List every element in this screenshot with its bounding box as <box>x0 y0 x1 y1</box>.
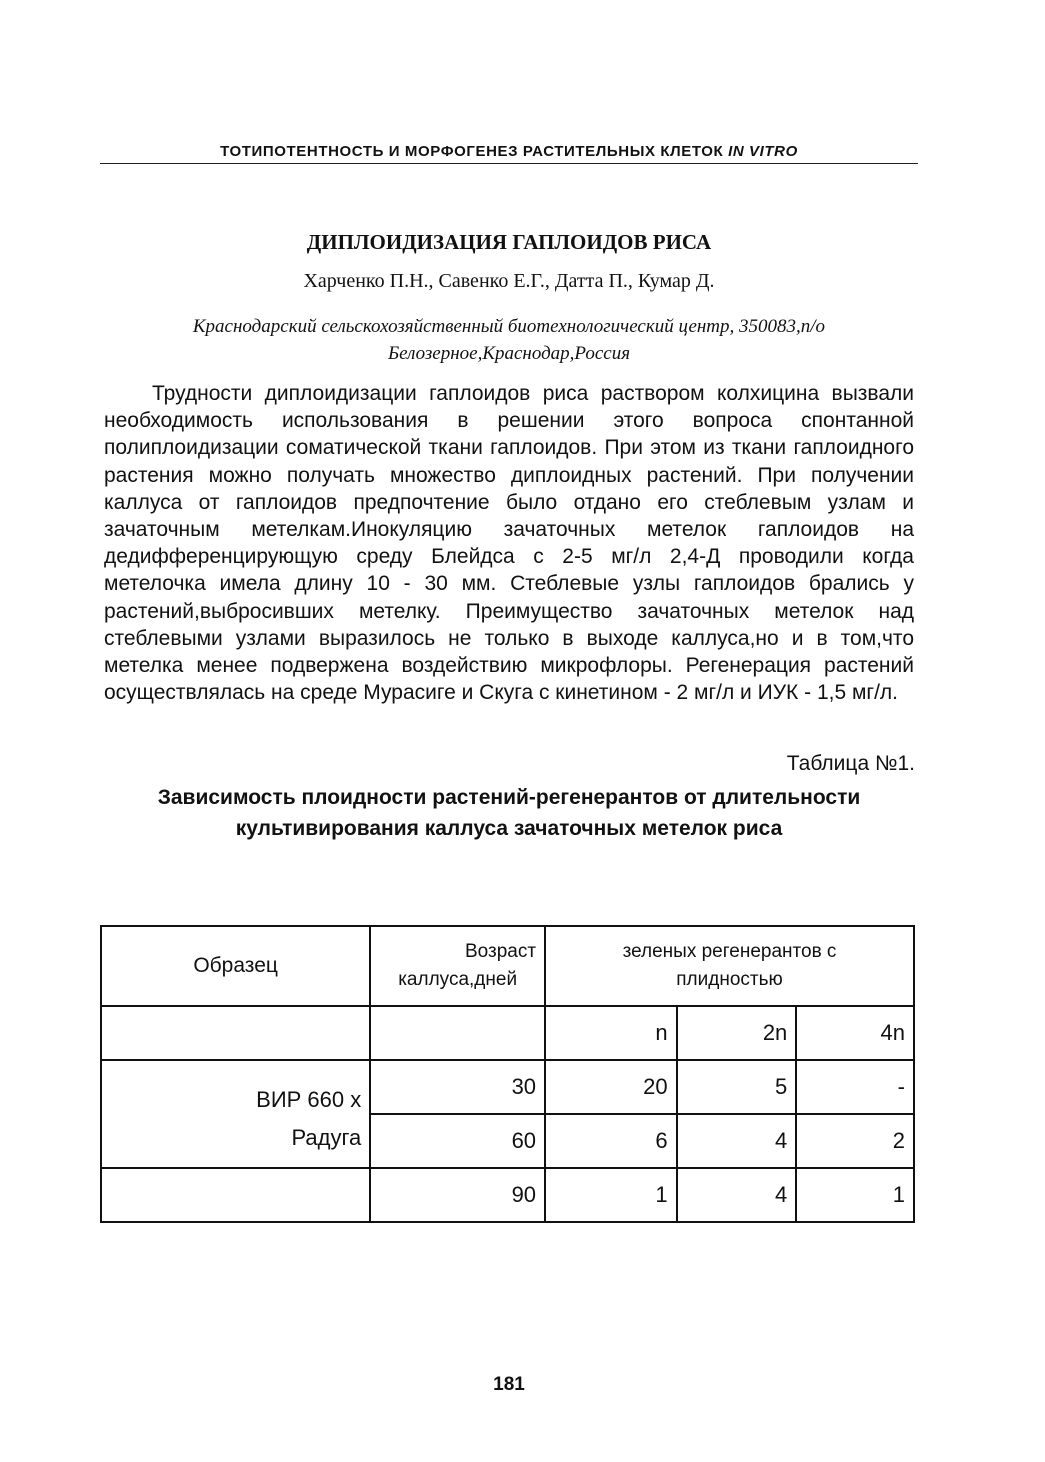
table-label: Таблица №1. <box>786 752 915 775</box>
running-head-text: ТОТИПОТЕНТНОСТЬ И МОРФОГЕНЕЗ РАСТИТЕЛЬНЫХ КЛЕТОК <box>220 143 724 160</box>
header-green-line-2: плидностью <box>676 969 783 990</box>
sample-cell-empty <box>101 1168 370 1222</box>
running-head-italic: IN VITRO <box>728 143 798 160</box>
article-authors: Харченко П.Н., Савенко Е.Г., Датта П., Кумар Д. <box>303 270 715 292</box>
cell-4n: - <box>796 1060 914 1114</box>
cell-4n: 2 <box>796 1114 914 1168</box>
table-row <box>101 1168 914 1222</box>
header-sample: Образец <box>101 926 370 1006</box>
cell-n: 20 <box>545 1060 677 1114</box>
cell-n: 6 <box>545 1114 677 1168</box>
subheader-n: n <box>545 1006 677 1060</box>
article-title: ДИПЛОИДИЗАЦИЯ ГАПЛОИДОВ РИСА <box>306 230 712 254</box>
cell-age: 60 <box>370 1114 545 1168</box>
subheader-2n: 2n <box>677 1006 797 1060</box>
body-paragraph: Трудности диплоидизации гаплоидов риса раствором колхицина вызвали необходимость использования в решении этого вопроса спонтанной полиплоидизации соматической ткани гаплоидов. При этом из ткани гаплоидного растения можно получать множество диплоидных растений. При получении каллуса от гаплоидов предпочтение было отдано его стеблевым узлам и зачаточным метелкам.Инокуляцию зачаточных метелок гаплоидов на дедифференцирующую среду Блейдса с 2-5 мг/л 2,4-Д проводили когда метелочка имела длину 10 - 30 мм. Стеблевые узлы гаплоидов брались у растений,выбросивших метелку. Преимущество зачаточных метелок над стеблевыми узлами выразилось не только в выходе каллуса,но и в том,что метелка менее подвержена воздействию микрофлоры. Регенерация растений осуществлялась на среде Мурасиге и Скуга с кинетином - 2 мг/л и ИУК - 1,5 мг/л. <box>104 382 914 705</box>
header-rule <box>100 163 918 164</box>
cell-4n: 1 <box>796 1168 914 1222</box>
cell-2n: 4 <box>677 1168 797 1222</box>
cell-n: 1 <box>545 1168 677 1222</box>
subheader-4n: 4n <box>796 1006 914 1060</box>
running-head <box>100 143 918 160</box>
header-green-line-1: зеленых регенерантов с <box>622 941 837 962</box>
cell-age: 30 <box>370 1060 545 1114</box>
table-header-row <box>101 926 914 1006</box>
sample-line-1: ВИР 660 х <box>256 1087 362 1112</box>
table-caption <box>100 782 918 844</box>
affiliation-line-2: Белозерное,Краснодар,Россия <box>387 343 631 364</box>
header-age-line-1: Возраст <box>464 941 537 962</box>
subheader-empty <box>370 1006 545 1060</box>
sample-line-2: Радуга <box>291 1125 362 1150</box>
header-callus-age <box>370 926 545 1006</box>
subheader-empty <box>101 1006 370 1060</box>
sample-cell <box>101 1060 370 1168</box>
cell-2n: 5 <box>677 1060 797 1114</box>
table-row <box>101 1060 914 1114</box>
affiliation-line-1: Краснодарский сельскохозяйственный биотехнологический центр, 350083,п/о <box>192 316 826 337</box>
table-caption-line-1: Зависимость плоидности растений-регенерантов от длительности <box>157 786 861 809</box>
page-number: 181 <box>493 1374 525 1395</box>
ploidy-table <box>100 925 915 1223</box>
table-subheader-row <box>101 1006 914 1060</box>
table-caption-line-2: культивирования каллуса зачаточных метелок риса <box>235 817 783 840</box>
header-age-line-2: каллуса,дней <box>398 969 518 990</box>
cell-2n: 4 <box>677 1114 797 1168</box>
article-affiliation <box>100 313 918 367</box>
header-green-regenerants <box>545 926 914 1006</box>
cell-age: 90 <box>370 1168 545 1222</box>
